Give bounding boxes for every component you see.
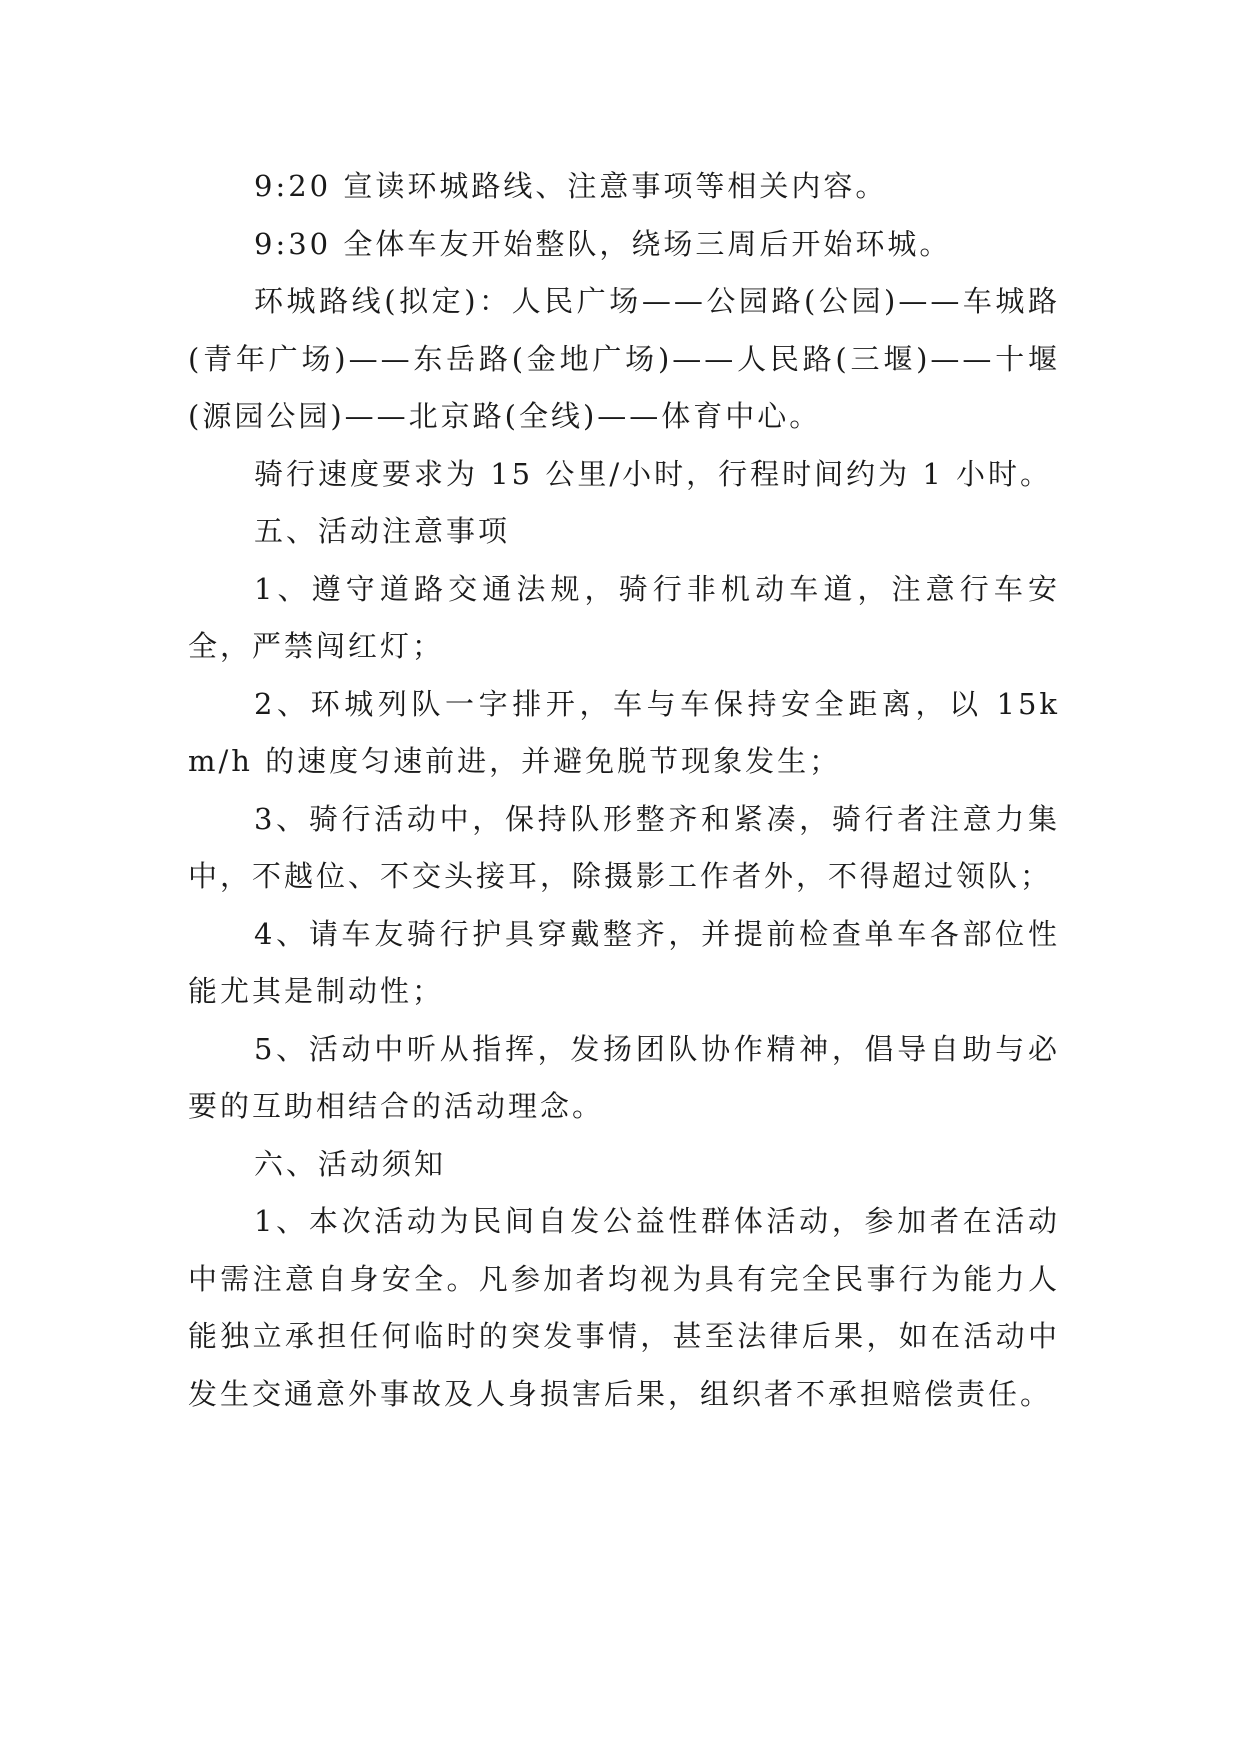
- section-5-item-2: 2、环城列队一字排开，车与车保持安全距离，以 15km/h 的速度匀速前进，并避免脱节现象发生；: [188, 686, 1060, 778]
- route-paragraph: 环城路线(拟定)：人民广场——公园路(公园)——车城路(青年广场)——东岳路(金地广场)——人民路(三堰)——十堰(源园公园)——北京路(全线)——体育中心。: [188, 284, 1060, 433]
- section-5-item-4: 4、请车友骑行护具穿戴整齐，并提前检查单车各部位性能尤其是制动性；: [188, 916, 1060, 1008]
- schedule-paragraph-2: 9:30 全体车友开始整队，绕场三周后开始环城。: [254, 226, 952, 261]
- speed-paragraph: 骑行速度要求为 15 公里/小时，行程时间约为 1 小时。: [254, 456, 1052, 491]
- section-5-item-5: 5、活动中听从指挥，发扬团队协作精神，倡导自助与必要的互助相结合的活动理念。: [188, 1031, 1060, 1123]
- section-5-heading: 五、活动注意事项: [254, 514, 511, 548]
- section-6-heading: 六、活动须知: [254, 1146, 447, 1181]
- section-6-item-1: 1、本次活动为民间自发公益性群体活动，参加者在活动中需注意自身安全。凡参加者均视为具有完全民事行为能力人能独立承担任何临时的突发事情，甚至法律后果，如在活动中发生交通意外事故及人身损害后果，组织者不承担赔偿责任。: [188, 1204, 1060, 1411]
- document-body: [188, 158, 1060, 1423]
- section-5-item-1: 1、遵守道路交通法规，骑行非机动车道，注意行车安全，严禁闯红灯；: [188, 571, 1060, 663]
- section-5-item-3: 3、骑行活动中，保持队形整齐和紧凑，骑行者注意力集中，不越位、不交头接耳，除摄影工作者外，不得超过领队；: [188, 801, 1060, 893]
- schedule-paragraph-1: 9:20 宣读环城路线、注意事项等相关内容。: [254, 169, 888, 203]
